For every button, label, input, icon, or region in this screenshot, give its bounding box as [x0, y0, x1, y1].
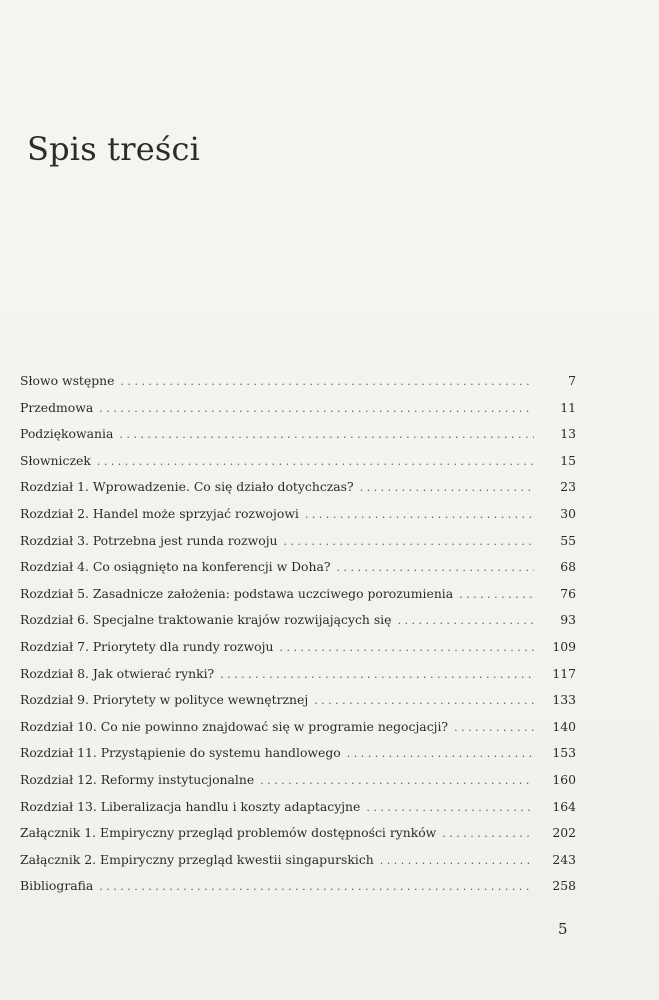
dot-leader [99, 874, 534, 901]
toc-entry-page: 164 [552, 798, 576, 814]
toc-entry [20, 395, 576, 422]
toc-entry-label: Załącznik 1. Empiryczny przegląd problemów dostępności rynków [20, 825, 437, 841]
toc-entry-label: Rozdział 11. Przystąpienie do systemu handlowego [20, 745, 341, 761]
toc-entry-label: Rozdział 2. Handel może sprzyjać rozwojowi [20, 505, 299, 521]
toc-entry [20, 368, 576, 395]
toc-entry-label: Rozdział 3. Potrzebna jest runda rozwoju [20, 532, 278, 548]
toc-entry-label: Bibliografia [20, 878, 94, 894]
toc-entry [20, 501, 576, 528]
toc-entry [20, 794, 576, 821]
dot-leader [260, 768, 534, 795]
dot-leader [220, 662, 534, 689]
toc-entry-label: Rozdział 8. Jak otwierać rynki? [20, 665, 215, 681]
toc-entry-label: Rozdział 6. Specjalne traktowanie krajów rozwijających się [20, 612, 392, 628]
toc-entry-label: Podziękowania [20, 426, 114, 442]
dot-leader [284, 529, 534, 556]
dot-leader [347, 741, 534, 768]
dot-leader [305, 502, 534, 529]
toc-entry-label: Rozdział 7. Priorytety dla rundy rozwoju [20, 638, 274, 654]
toc-entry-page: 13 [560, 426, 576, 442]
dot-leader [314, 688, 534, 715]
toc-entry-page: 76 [560, 585, 576, 601]
table-of-contents [20, 368, 576, 900]
toc-entry-page: 258 [552, 878, 576, 894]
toc-entry-label: Załącznik 2. Empiryczny przegląd kwestii singapurskich [20, 851, 374, 867]
toc-entry [20, 661, 576, 688]
page-number: 5 [558, 920, 568, 938]
toc-entry-page: 109 [552, 638, 576, 654]
toc-entry-page: 117 [552, 665, 576, 681]
toc-entry-label: Przedmowa [20, 399, 94, 415]
toc-entry [20, 687, 576, 714]
toc-entry [20, 714, 576, 741]
toc-entry [20, 528, 576, 555]
toc-entry [20, 607, 576, 634]
dot-leader [380, 848, 534, 875]
toc-entry [20, 873, 576, 900]
toc-entry [20, 767, 576, 794]
toc-entry-page: 202 [552, 825, 576, 841]
toc-entry [20, 474, 576, 501]
toc-entry [20, 554, 576, 581]
toc-entry-label: Rozdział 9. Priorytety w polityce wewnętrznej [20, 692, 309, 708]
toc-entry-label: Rozdział 5. Zasadnicze założenia: podstawa uczciwego porozumienia [20, 585, 454, 601]
toc-entry-label: Rozdział 4. Co osiągnięto na konferencji w Doha? [20, 559, 331, 575]
toc-entry-label: Słowo wstępne [20, 373, 115, 388]
toc-entry-label: Rozdział 10. Co nie powinno znajdować się w programie negocjacji? [20, 718, 449, 734]
toc-entry [20, 421, 576, 448]
dot-leader [99, 396, 534, 423]
toc-entry-page: 160 [552, 771, 576, 787]
toc-entry-page: 68 [560, 559, 576, 575]
toc-entry [20, 581, 576, 608]
toc-entry-page: 15 [560, 452, 576, 468]
page-title: Spis treści [27, 130, 201, 168]
dot-leader [97, 449, 534, 476]
dot-leader [454, 715, 534, 742]
toc-entry-page: 30 [560, 505, 576, 521]
toc-entry-page: 55 [560, 532, 576, 548]
toc-entry-label: Rozdział 1. Wprowadzenie. Co się działo dotychczas? [20, 479, 354, 495]
toc-entry-page: 93 [560, 612, 576, 628]
dot-leader [279, 635, 534, 662]
dot-leader [397, 608, 534, 635]
dot-leader [121, 369, 535, 396]
toc-entry [20, 448, 576, 475]
toc-entry [20, 820, 576, 847]
dot-leader [442, 821, 534, 848]
toc-entry-page: 7 [568, 373, 576, 388]
dot-leader [366, 795, 534, 822]
toc-entry-page: 140 [552, 718, 576, 734]
toc-entry-label: Rozdział 12. Reformy instytucjonalne [20, 771, 255, 787]
toc-entry-page: 11 [560, 399, 576, 415]
toc-entry-page: 23 [560, 479, 576, 495]
toc-entry-page: 243 [552, 851, 576, 867]
toc-entry [20, 847, 576, 874]
dot-leader [459, 582, 534, 609]
toc-entry [20, 740, 576, 767]
toc-entry-page: 133 [552, 692, 576, 708]
toc-entry [20, 634, 576, 661]
toc-entry-label: Słowniczek [20, 452, 91, 468]
dot-leader [360, 475, 534, 502]
dot-leader [337, 555, 534, 582]
dot-leader [119, 422, 534, 449]
toc-entry-page: 153 [552, 745, 576, 761]
toc-entry-label: Rozdział 13. Liberalizacja handlu i koszty adaptacyjne [20, 798, 361, 814]
